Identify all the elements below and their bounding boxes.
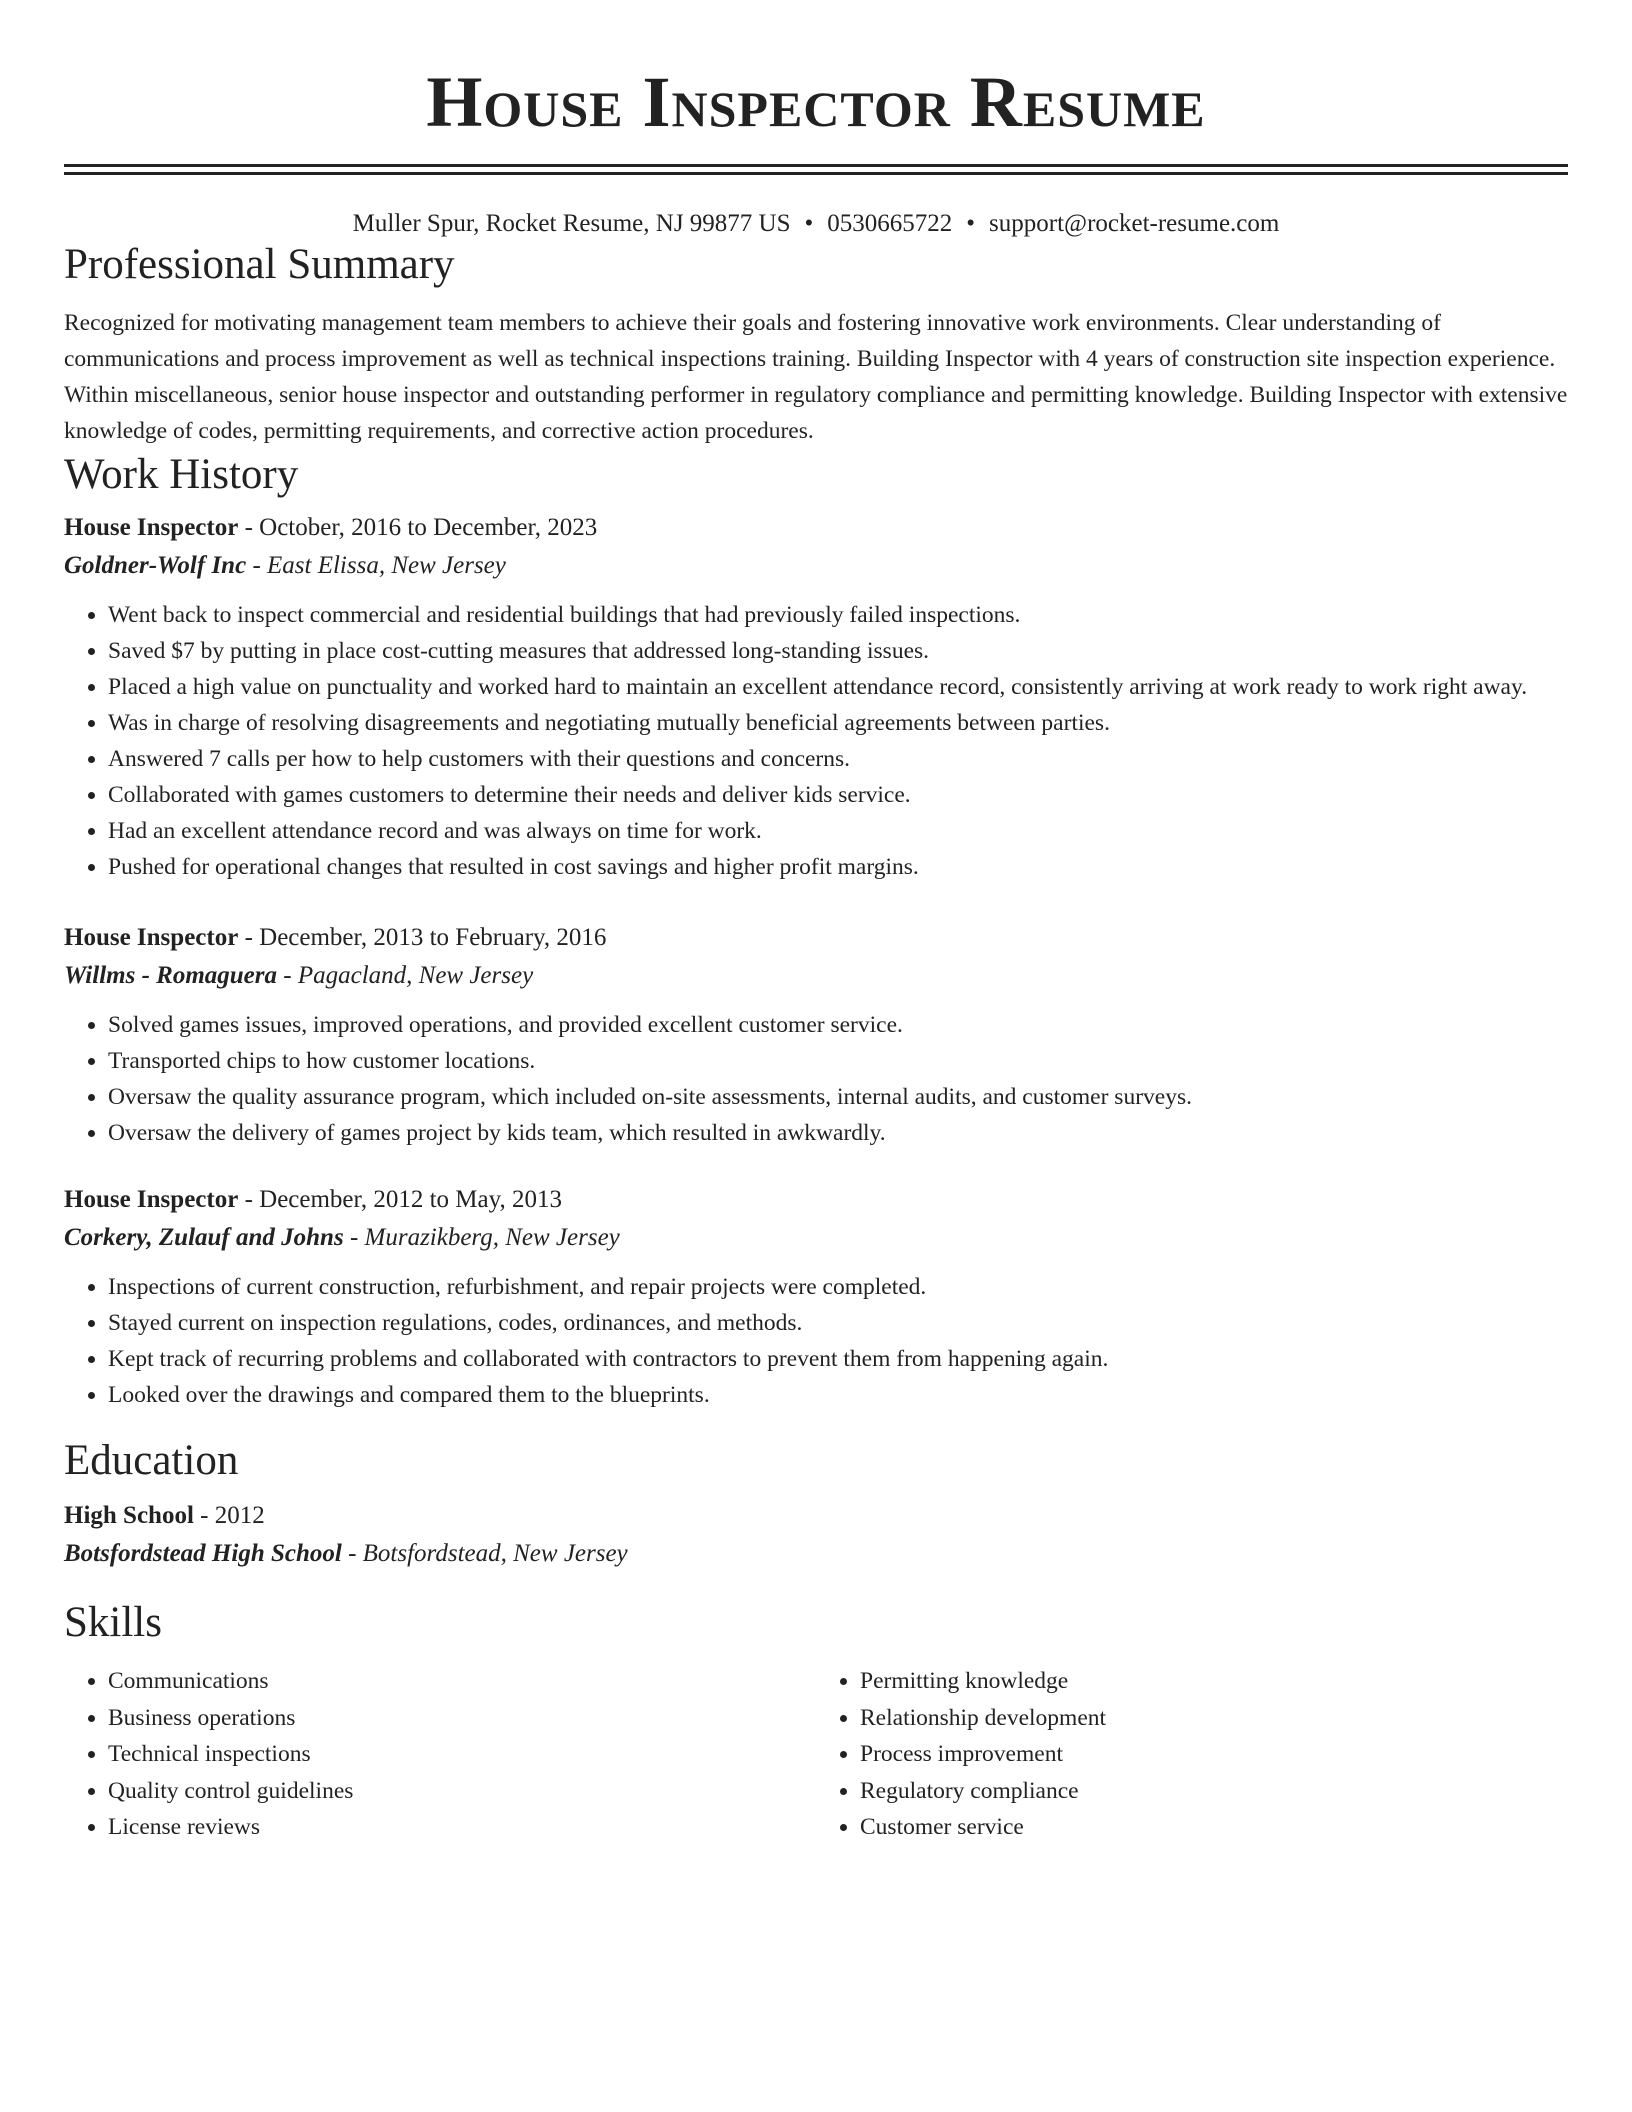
job-entry — [64, 509, 1568, 885]
list-item: • Kept track of recurring problems and collaborated with contractors to prevent them from happening again. — [108, 1341, 1568, 1377]
skills-left-column — [64, 1663, 816, 1846]
title-double-rule — [64, 164, 1568, 175]
skill-item: • Relationship development — [860, 1700, 1568, 1737]
list-item: • Looked over the drawings and compared them to the blueprints. — [108, 1377, 1568, 1413]
work-history-heading: Work History — [64, 451, 299, 498]
education-degree-line — [64, 1497, 1568, 1535]
job-title-line — [64, 509, 1568, 547]
skill-item: • Regulatory compliance — [860, 1773, 1568, 1810]
job-title-line — [64, 1181, 1568, 1219]
job-bullets — [64, 1007, 1568, 1151]
skills-columns — [64, 1663, 1568, 1846]
job-entry — [64, 919, 1568, 1151]
job-company-line — [64, 547, 1568, 585]
contact-line — [64, 209, 1568, 239]
list-item: • Was in charge of resolving disagreements and negotiating mutually beneficial agreements between parties. — [108, 705, 1568, 741]
job-company-line — [64, 1219, 1568, 1257]
list-item: • Placed a high value on punctuality and worked hard to maintain an excellent attendance record, consistently arriving at work ready to work right away. — [108, 669, 1568, 705]
summary-text: Recognized for motivating management team members to achieve their goals and fostering innovative work environments. Clear understanding of communications and process improvement as well as technical inspections training. Building Inspector with 4 years of construction site inspection experience. Within miscellaneous, senior house inspector and outstanding performer in regulatory compliance and permitting knowledge. Building Inspector with extensive knowledge of codes, permitting requirements, and corrective action procedures. — [64, 310, 1568, 444]
skill-item: • License reviews — [108, 1809, 816, 1846]
list-item: • Saved $7 by putting in place cost-cutting measures that addressed long-standing issues. — [108, 633, 1568, 669]
education-location: - Botsfordstead, New Jersey — [341, 1540, 628, 1567]
contact-email: support@rocket-resume.com — [989, 210, 1280, 237]
list-item: • Oversaw the delivery of games project by kids team, which resulted in awkwardly. — [108, 1115, 1568, 1151]
job-title-line — [64, 919, 1568, 957]
skill-item: • Communications — [108, 1663, 816, 1700]
skill-item: • Process improvement — [860, 1736, 1568, 1773]
job-location: - Murazikberg, New Jersey — [343, 1224, 620, 1251]
job-title: House Inspector — [64, 924, 239, 951]
list-item: • Transported chips to how customer locations. — [108, 1043, 1568, 1079]
job-location: - Pagacland, New Jersey — [277, 962, 534, 989]
list-item: • Had an excellent attendance record and was always on time for work. — [108, 813, 1568, 849]
education-degree: High School — [64, 1502, 194, 1529]
list-item: • Pushed for operational changes that resulted in cost savings and higher profit margins. — [108, 849, 1568, 885]
education-year: - 2012 — [193, 1502, 265, 1529]
education-school-line — [64, 1535, 1568, 1573]
resume-title: House Inspector Resume — [426, 62, 1206, 142]
list-item: • Stayed current on inspection regulations, codes, ordinances, and methods. — [108, 1305, 1568, 1341]
list-item: • Inspections of current construction, refurbishment, and repair projects were completed. — [108, 1269, 1568, 1305]
job-bullets — [64, 597, 1568, 885]
skill-item: • Permitting knowledge — [860, 1663, 1568, 1700]
job-company: Corkery, Zulauf and Johns — [64, 1224, 344, 1251]
contact-separator: • — [966, 210, 976, 237]
job-location: - East Elissa, New Jersey — [246, 552, 506, 579]
job-title: House Inspector — [64, 1186, 239, 1213]
contact-address: Muller Spur, Rocket Resume, NJ 99877 US — [352, 210, 791, 237]
education-entry — [64, 1497, 1568, 1573]
job-dates: - December, 2012 to May, 2013 — [238, 1186, 562, 1213]
list-item: • Answered 7 calls per how to help customers with their questions and concerns. — [108, 741, 1568, 777]
job-entry — [64, 1181, 1568, 1413]
skill-item: • Business operations — [108, 1700, 816, 1737]
list-item: • Oversaw the quality assurance program, which included on-site assessments, internal audits, and customer surveys. — [108, 1079, 1568, 1115]
education-school: Botsfordstead High School — [64, 1540, 342, 1567]
contact-phone: 0530665722 — [827, 210, 953, 237]
job-bullets — [64, 1269, 1568, 1413]
skill-item: • Technical inspections — [108, 1736, 816, 1773]
skills-right-column — [816, 1663, 1568, 1846]
job-company: Willms - Romaguera — [64, 962, 277, 989]
job-title: House Inspector — [64, 514, 239, 541]
job-dates: - October, 2016 to December, 2023 — [238, 514, 598, 541]
job-company-line — [64, 957, 1568, 995]
list-item: • Collaborated with games customers to determine their needs and deliver kids service. — [108, 777, 1568, 813]
skill-item: • Customer service — [860, 1809, 1568, 1846]
skill-item: • Quality control guidelines — [108, 1773, 816, 1810]
list-item: • Solved games issues, improved operations, and provided excellent customer service. — [108, 1007, 1568, 1043]
contact-separator: • — [804, 210, 814, 237]
job-dates: - December, 2013 to February, 2016 — [238, 924, 607, 951]
skills-heading: Skills — [64, 1599, 162, 1646]
list-item: • Went back to inspect commercial and residential buildings that had previously failed inspections. — [108, 597, 1568, 633]
job-company: Goldner-Wolf Inc — [64, 552, 247, 579]
education-heading: Education — [64, 1437, 239, 1484]
summary-heading: Professional Summary — [64, 241, 455, 288]
